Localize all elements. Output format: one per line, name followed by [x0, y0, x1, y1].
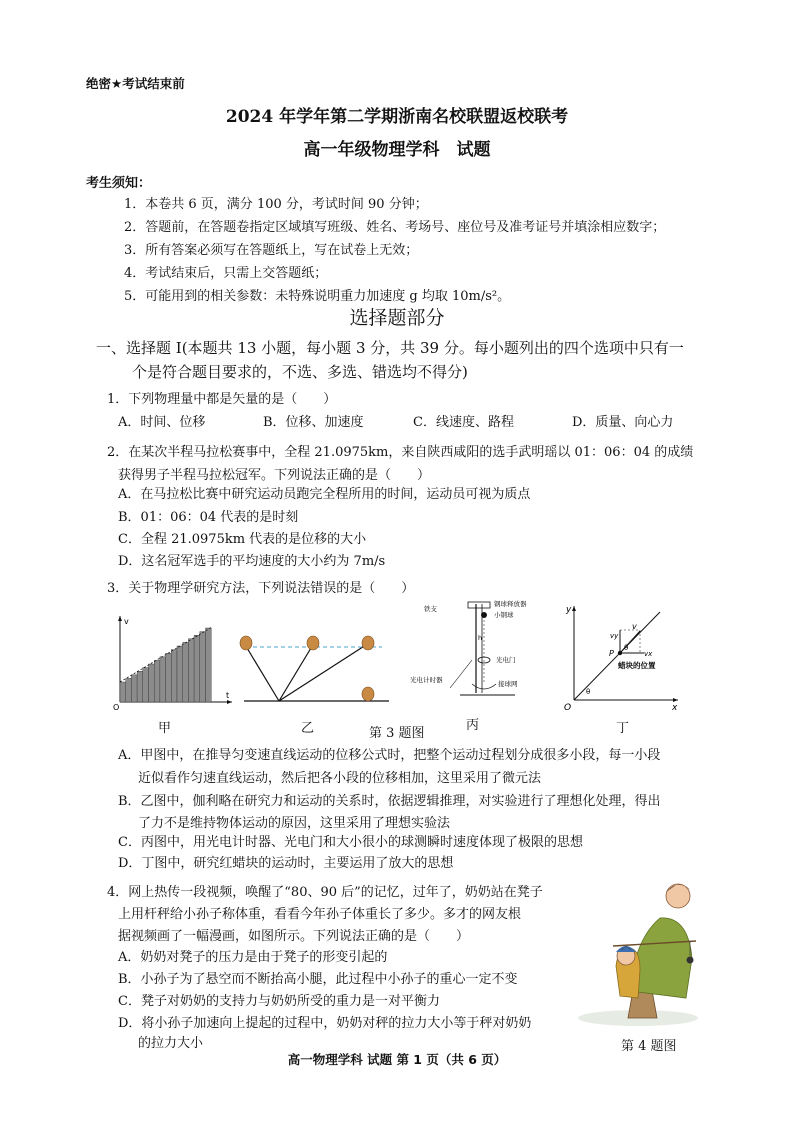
ding-v-label: v	[632, 622, 637, 631]
confidential-mark: 绝密★考试结束前	[86, 76, 185, 91]
figure-4-grandma-scale	[568, 878, 718, 1028]
q3-option-b: B．乙图中，伽利略在研究力和运动的关系时，依据逻辑推理，对实验进行了理想化处理，得出	[118, 794, 661, 809]
jia-bar	[143, 668, 149, 702]
exam-subtitle: 高一年级物理学科 试题	[303, 140, 491, 160]
figure-bing-photogate	[410, 598, 545, 708]
q3-option-b-cont: 了力不是维持物体运动的原因，这里采用了理想实验法	[138, 816, 451, 831]
jia-bar	[188, 639, 194, 702]
jia-bar	[160, 657, 166, 702]
q1-option-b: B．位移、加速度	[263, 415, 364, 430]
jia-bar	[149, 664, 155, 702]
ding-position-label: 蜡块的位置	[618, 661, 656, 670]
q3-option-c: C．丙图中，用光电计时器、光电门和大小很小的球测瞬时速度体现了极限的思想	[118, 835, 583, 850]
jia-bar	[166, 653, 172, 702]
jia-t-label: t	[226, 691, 230, 700]
q4-option-c: C．凳子对奶奶的支持力与奶奶所受的重力是一对平衡力	[118, 994, 440, 1009]
figure-yi-galileo-ramps	[234, 625, 394, 710]
ding-theta-label: θ	[586, 688, 591, 696]
ding-x-label: x	[672, 703, 678, 712]
fig-jia-caption: 甲	[158, 721, 172, 736]
q4-option-d-cont: 的拉力大小	[138, 1036, 204, 1051]
q4-option-d: D．将小孙子加速向上提起的过程中，奶奶对秤的拉力大小等于秤对奶奶	[118, 1016, 532, 1031]
ding-p-label: P	[609, 649, 614, 658]
bing-h-label: h	[478, 634, 483, 642]
fig-yi-caption: 乙	[301, 721, 315, 736]
bing-timer-label: 光电计时器	[410, 676, 443, 684]
q1-option-a: A．时间、位移	[118, 415, 206, 430]
q3-option-a-cont: 近似看作匀速直线运动，然后把各小段的位移相加，这里采用了微元法	[138, 771, 542, 786]
section-title: 选择题部分	[349, 307, 445, 329]
exam-title: 2024 年学年第二学期浙南名校联盟返校联考	[225, 107, 569, 127]
ding-vx-label: vx	[644, 650, 653, 658]
page-footer: 高一物理学科 试题 第 1 页（共 6 页）	[287, 1052, 507, 1067]
bing-release-label: 钢球释放器	[494, 600, 527, 608]
notice-heading: 考生须知：	[86, 176, 152, 191]
ding-theta-label: θ	[624, 644, 629, 652]
notice-item: 5．可能用到的相关参数：未特殊说明重力加速度 g 均取 10m/s²。	[124, 289, 511, 304]
jia-bar	[177, 646, 183, 702]
fig-4-caption: 第 4 题图	[621, 1039, 677, 1054]
q2-option-a: A．在马拉松比赛中研究运动员跑完全程所用的时间，运动员可视为质点	[118, 487, 531, 502]
q3-option-d: D．丁图中，研究红蜡块的运动时，主要运用了放大的思想	[118, 856, 454, 871]
bing-ball-label: 小钢球	[494, 611, 514, 619]
question-4-stem-2: 上用杆秤给小孙子称体重，看看今年孙子体重长了多少。多才的网友根	[118, 907, 522, 922]
notice-item: 1．本卷共 6 页，满分 100 分，考试时间 90 分钟；	[124, 197, 428, 212]
jia-bar	[200, 632, 206, 702]
jia-bar	[137, 671, 143, 702]
notice-item: 2．答题前，在答题卷指定区域填写班级、姓名、考场号、座位号及准考证号并填涂相应数字；	[124, 220, 666, 235]
jia-bar	[206, 628, 212, 702]
fig-ding-caption: 丁	[616, 721, 630, 736]
ding-origin-label: O	[564, 703, 572, 712]
egg-ball	[362, 687, 374, 701]
figure-ding-wax-block	[560, 602, 682, 712]
jia-bar	[194, 635, 200, 702]
bing-stand-label: 铁支	[424, 605, 437, 613]
q2-option-d: D．这名冠军选手的平均速度的大小约为 7m/s	[118, 554, 386, 569]
egg-ball	[240, 636, 252, 650]
question-4-stem-1: 4．网上热传一段视频，唤醒了“80、90 后”的记忆，过年了，奶奶站在凳子	[107, 885, 543, 900]
q2-option-c: C．全程 21.0975km 代表的是位移的大小	[118, 532, 367, 547]
notice-item: 4．考试结束后，只需上交答题纸；	[124, 266, 328, 281]
jia-v-label: v	[124, 617, 129, 626]
jia-bar	[126, 678, 132, 702]
egg-ball	[362, 636, 374, 650]
jia-bar	[171, 650, 177, 702]
jia-bar	[183, 642, 189, 702]
part-line-1: 一、选择题 I(本题共 13 小题，每小题 3 分，共 39 分。每小题列出的四个选项中只有一	[96, 339, 684, 357]
notice-item: 3．所有答案必须写在答题纸上，写在试卷上无效；	[124, 243, 419, 258]
q2-option-b: B．01：06：04 代表的是时刻	[118, 510, 299, 525]
q4-option-b: B．小孙子为了悬空而不断抬高小腿，此过程中小孙子的重心一定不变	[118, 972, 518, 987]
ding-vy-label: vy	[610, 632, 619, 640]
jia-bar	[131, 675, 137, 702]
q3-option-a: A．甲图中，在推导匀变速直线运动的位移公式时，把整个运动过程划分成很多小段，每一小段	[118, 748, 661, 763]
fig-3-caption: 第 3 题图	[369, 726, 425, 741]
fig-bing-caption: 丙	[466, 718, 480, 733]
part-line-2: 个是符合题目要求的，不选、多选、错选均不得分)	[132, 363, 468, 381]
bing-net-label: 接球网	[498, 680, 518, 688]
figure-jia-vt-graph	[112, 612, 236, 712]
q1-option-c: C．线速度、路程	[413, 415, 514, 430]
bing-gate-label: 光电门	[496, 656, 516, 664]
question-3-stem: 3．关于物理学研究方法，下列说法错误的是（ ）	[107, 581, 415, 596]
question-1-stem: 1．下列物理量中都是矢量的是（ ）	[107, 392, 337, 407]
part-instructions	[96, 336, 716, 384]
egg-ball	[307, 636, 319, 650]
jia-bar	[120, 682, 126, 702]
jia-bar	[154, 660, 160, 702]
question-2-stem-2: 获得男子半程马拉松冠军。下列说法正确的是（ ）	[118, 468, 431, 483]
q1-option-d: D．质量、向心力	[572, 415, 674, 430]
question-2-stem-1: 2．在某次半程马拉松赛事中，全程 21.0975km，来自陕西咸阳的选手武明瑶以 01：06：04 的成绩	[107, 445, 694, 460]
q4-option-a: A．奶奶对凳子的压力是由于凳子的形变引起的	[118, 950, 388, 965]
question-4-stem-3: 据视频画了一幅漫画，如图所示。下列说法正确的是（ ）	[118, 929, 470, 944]
ding-y-label: y	[566, 605, 572, 615]
jia-origin-label: O	[113, 703, 120, 712]
